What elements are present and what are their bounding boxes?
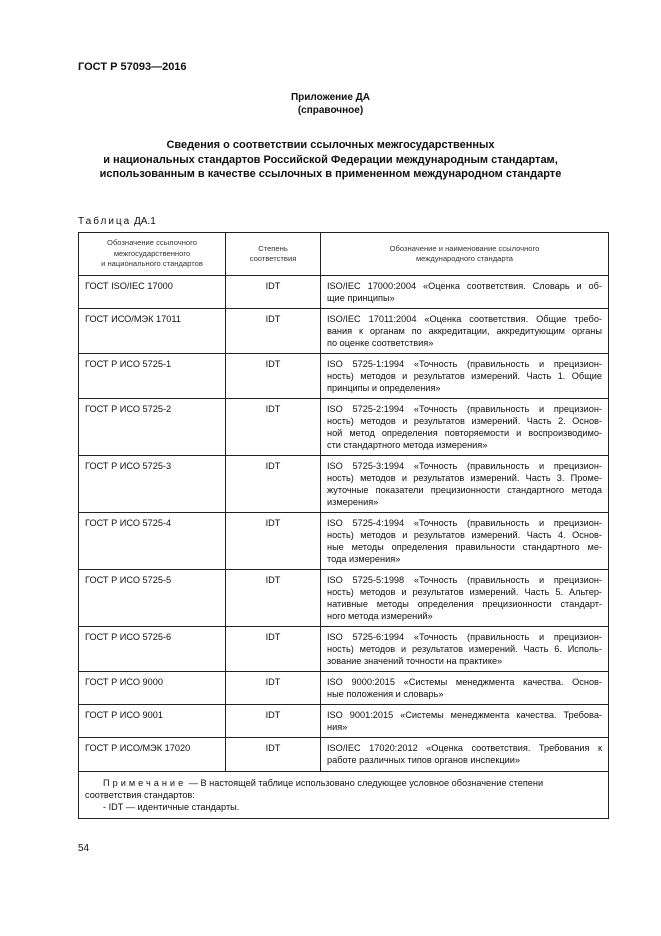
table-row [79,513,609,570]
international-standard-title [321,672,609,705]
international-standard-title [321,309,609,354]
title-line: ность) методов и результатов измерений. Часть 2. Основ- [327,416,602,426]
degree-of-correspondence: IDT [226,513,321,570]
table-row [79,672,609,705]
title-line: вания к органам по аккредитации, аккредитующим органы [327,326,602,336]
document-code: ГОСТ Р 57093—2016 [78,61,187,73]
title-line: ного метода измерений» [327,611,433,621]
degree-of-correspondence: IDT [226,705,321,738]
degree-of-correspondence: IDT [226,399,321,456]
title-line: работе различных типов органов инспекции» [327,755,520,765]
title-line: ность) методов и результатов измерений. Часть 5. Альтер- [327,587,602,597]
national-standard-code: ГОСТ Р ИСО 5725-2 [79,399,226,456]
title-line: ность) методов и результатов измерений. Часть 3. Проме- [327,473,602,483]
title-line: ной метод определения повторяемости и воспроизводимо- [327,428,602,438]
national-standard-code: ГОСТ Р ИСО/МЭК 17020 [79,738,226,772]
national-standard-code: ГОСТ Р ИСО 5725-3 [79,456,226,513]
table-row [79,276,609,309]
table-header-row [79,233,609,276]
degree-of-correspondence: IDT [226,456,321,513]
column-header-line: соответствия [249,254,297,263]
international-standard-title [321,456,609,513]
title-line: ность) методов и результатов измерений. Часть 1. Общие [327,371,602,381]
note-line [85,777,602,789]
annex-title: Приложение ДА [290,92,371,103]
column-header-line: Обозначение ссылочного [107,238,197,248]
international-standard-title [321,276,609,309]
title-line: ISO 9000:2015 «Системы менеджмента качества. Основ- [327,677,602,687]
column-header-line: Обозначение и наименование ссылочного [389,243,540,253]
international-standard-title [321,627,609,672]
table-row [79,309,609,354]
title-line: ISO 5725-5:1998 «Точность (правильность и прецизион- [327,575,602,585]
title-line: нативные методы определения прецизионности стандарт- [327,599,602,609]
title-line: ность) методов и результатов измерений. Часть 6. Исполь- [327,644,602,654]
degree-of-correspondence: IDT [226,738,321,772]
standards-table [78,232,609,819]
section-heading [0,138,661,182]
title-line: измерения» [327,497,379,507]
international-standard-title [321,354,609,399]
table-caption [78,216,156,227]
note-text: - IDT — идентичные стандарты. [103,802,240,812]
degree-of-correspondence: IDT [226,276,321,309]
title-line: щие принципы» [327,293,395,303]
title-line: ISO 5725-4:1994 «Точность (правильность и прецизион- [327,518,602,528]
title-line: ные положения и словарь» [327,689,444,699]
title-line: ность) методов и результатов измерений. Часть 4. Основ- [327,530,602,540]
table-caption-word: Таблица [78,216,132,227]
column-header-line: международного стандарта [415,254,514,263]
column-header-national-standard [79,233,226,276]
international-standard-title [321,705,609,738]
title-line: ISO/IEC 17011:2004 «Оценка соответствия. Общие требо- [327,314,602,324]
national-standard-code: ГОСТ Р ИСО 5725-4 [79,513,226,570]
national-standard-code: ГОСТ Р ИСО 5725-1 [79,354,226,399]
title-line: жуточные показатели прецизионности стандартного метода [327,485,602,495]
note-label: Примечание [103,778,187,788]
national-standard-code: ГОСТ Р ИСО 5725-5 [79,570,226,627]
national-standard-code: ГОСТ Р ИСО 9000 [79,672,226,705]
title-line: ISO 5725-6:1994 «Точность (правильность и прецизион- [327,632,602,642]
national-standard-code: ГОСТ Р ИСО 5725-6 [79,627,226,672]
note-text: — В настоящей таблице использовано следующее условное обозначение степени [186,778,544,788]
page-number: 54 [78,843,90,854]
title-line: принципы и определения» [327,383,441,393]
degree-of-correspondence: IDT [226,672,321,705]
title-line: ISO 5725-3:1994 «Точность (правильность и прецизион- [327,461,602,471]
national-standard-code: ГОСТ ИСО/МЭК 17011 [79,309,226,354]
column-header-line: Степень [258,243,288,253]
title-line: ISO 5725-1:1994 «Точность (правильность и прецизион- [327,359,602,369]
column-header-degree [226,233,321,276]
international-standard-title [321,570,609,627]
heading-line: использованным в качестве ссылочных в примененном международном стандарте [99,168,562,180]
note-text: соответствия стандартов: [85,790,195,800]
title-line: ния» [327,722,348,732]
title-line: сти стандартного метода измерения» [327,440,488,450]
table-row [79,399,609,456]
title-line: зование значений точности на практике» [327,656,503,666]
table-caption-number: ДА.1 [134,216,156,227]
title-line: ISO/IEC 17000:2004 «Оценка соответствия. Словарь и об- [327,281,602,291]
table-row [79,354,609,399]
heading-line: и национальных стандартов Российской Федерации международным стандартам, [103,153,558,166]
title-line: ISO/IEC 17020:2012 «Оценка соответствия. Требования к [327,743,602,753]
international-standard-title [321,738,609,772]
title-line: ISO 9001:2015 «Системы менеджмента качества. Требова- [327,710,602,720]
title-line: тода измерения» [327,554,401,564]
degree-of-correspondence: IDT [226,570,321,627]
international-standard-title [321,399,609,456]
column-header-line: межгосударственного [113,248,191,258]
table-row [79,570,609,627]
table-note-row [79,772,609,819]
degree-of-correspondence: IDT [226,354,321,399]
table-row [79,456,609,513]
degree-of-correspondence: IDT [226,309,321,354]
title-line: ные методы определения правильности стандартного ме- [327,542,602,552]
degree-of-correspondence: IDT [226,627,321,672]
title-line: ISO 5725-2:1994 «Точность (правильность и прецизион- [327,404,602,414]
table-note [79,772,609,819]
international-standard-title [321,513,609,570]
table-row [79,738,609,772]
annex-type: (справочное) [297,105,364,116]
column-header-line: и национального стандартов [101,259,203,269]
heading-line: Сведения о соответствии ссылочных межгосударственных [166,139,495,151]
table-row [79,705,609,738]
national-standard-code: ГОСТ ISO/IEC 17000 [79,276,226,309]
column-header-international-standard [321,233,609,276]
table-row [79,627,609,672]
national-standard-code: ГОСТ Р ИСО 9001 [79,705,226,738]
title-line: по оценке соответствия» [327,338,434,348]
